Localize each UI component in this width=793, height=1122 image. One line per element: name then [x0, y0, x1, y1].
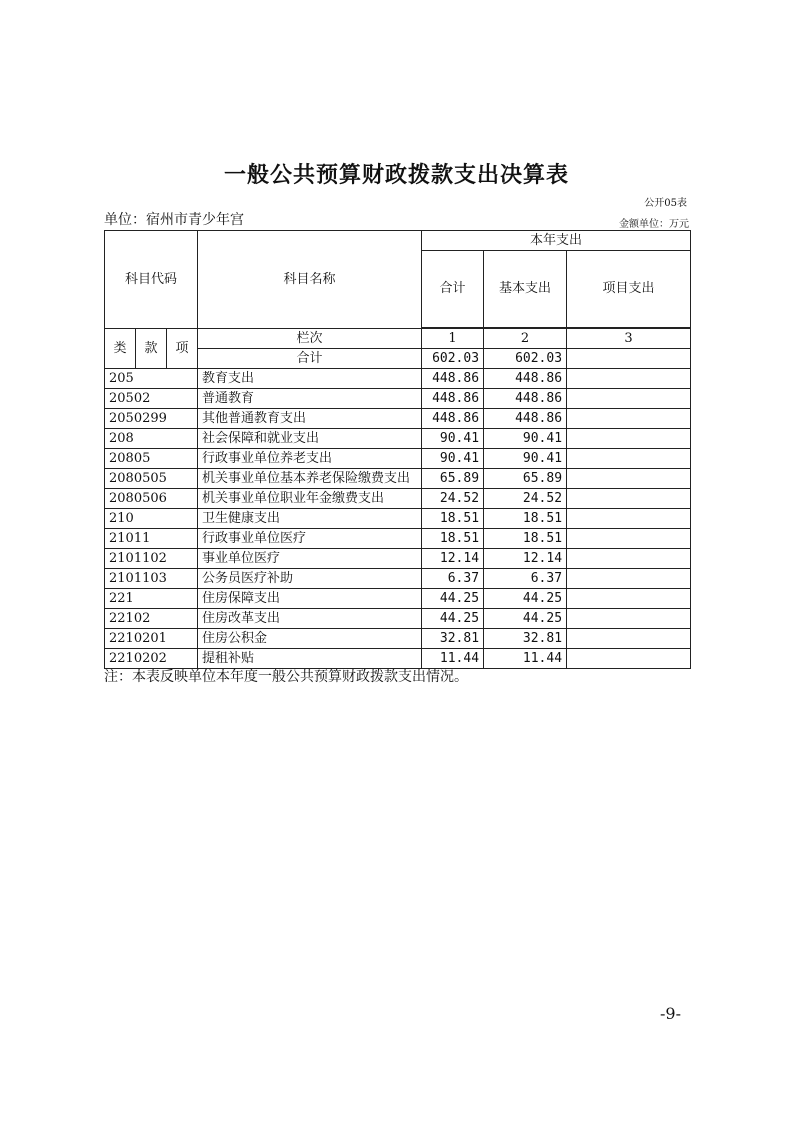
row-code: 2101102 — [105, 549, 198, 569]
row-total: 18.51 — [422, 529, 484, 549]
unit-label: 单位：宿州市青少年宫 — [104, 212, 244, 228]
row-total: 65.89 — [422, 469, 484, 489]
row-project — [567, 449, 691, 469]
row-code: 2210201 — [105, 629, 198, 649]
row-total: 90.41 — [422, 429, 484, 449]
row-name: 行政事业单位医疗 — [198, 529, 422, 549]
row-basic: 12.14 — [484, 549, 567, 569]
row-project — [567, 369, 691, 389]
row-basic: 90.41 — [484, 429, 567, 449]
sum-basic: 602.03 — [484, 349, 567, 369]
table-row — [105, 429, 691, 449]
row-project — [567, 569, 691, 589]
sum-total: 602.03 — [422, 349, 484, 369]
row-project — [567, 429, 691, 449]
table-row — [105, 509, 691, 529]
row-basic: 44.25 — [484, 609, 567, 629]
row-total: 24.52 — [422, 489, 484, 509]
header-kuan: 款 — [136, 329, 167, 369]
row-code: 2210202 — [105, 649, 198, 669]
row-total: 448.86 — [422, 369, 484, 389]
row-code: 210 — [105, 509, 198, 529]
row-code: 205 — [105, 369, 198, 389]
page-number: -9- — [660, 1004, 681, 1023]
table-row — [105, 609, 691, 629]
table-row — [105, 449, 691, 469]
row-project — [567, 549, 691, 569]
row-name: 其他普通教育支出 — [198, 409, 422, 429]
row-name: 住房公积金 — [198, 629, 422, 649]
page-title: 一般公共预算财政拨款支出决算表 — [223, 163, 569, 188]
row-code: 221 — [105, 589, 198, 609]
row-basic: 24.52 — [484, 489, 567, 509]
row-total: 18.51 — [422, 509, 484, 529]
row-project — [567, 609, 691, 629]
row-code: 22102 — [105, 609, 198, 629]
money-unit-label: 金额单位：万元 — [619, 219, 689, 230]
row-total: 90.41 — [422, 449, 484, 469]
sum-project — [567, 349, 691, 369]
lanci-row — [105, 329, 691, 349]
row-total: 44.25 — [422, 609, 484, 629]
row-name: 教育支出 — [198, 369, 422, 389]
form-number: 公开05表 — [644, 198, 687, 209]
row-code: 2080505 — [105, 469, 198, 489]
row-name: 机关事业单位职业年金缴费支出 — [198, 489, 422, 509]
row-project — [567, 629, 691, 649]
header-total: 合计 — [422, 251, 484, 328]
row-project — [567, 489, 691, 509]
row-name: 普通教育 — [198, 389, 422, 409]
col-index-1: 1 — [422, 329, 484, 349]
row-basic: 448.86 — [484, 369, 567, 389]
header-lanci: 栏次 — [198, 329, 422, 349]
row-name: 社会保障和就业支出 — [198, 429, 422, 449]
row-basic: 448.86 — [484, 389, 567, 409]
row-code: 2050299 — [105, 409, 198, 429]
row-total: 44.25 — [422, 589, 484, 609]
row-project — [567, 389, 691, 409]
row-total: 11.44 — [422, 649, 484, 669]
table-row — [105, 409, 691, 429]
row-project — [567, 509, 691, 529]
row-name: 住房保障支出 — [198, 589, 422, 609]
row-name: 公务员医疗补助 — [198, 569, 422, 589]
row-basic: 11.44 — [484, 649, 567, 669]
header-basic: 基本支出 — [484, 251, 567, 328]
header-project: 项目支出 — [567, 251, 691, 328]
header-code: 科目代码 — [105, 231, 198, 329]
row-project — [567, 529, 691, 549]
row-name: 事业单位医疗 — [198, 549, 422, 569]
row-basic: 90.41 — [484, 449, 567, 469]
table-row — [105, 489, 691, 509]
row-name: 行政事业单位养老支出 — [198, 449, 422, 469]
row-code: 21011 — [105, 529, 198, 549]
row-project — [567, 469, 691, 489]
table-row — [105, 389, 691, 409]
row-code: 208 — [105, 429, 198, 449]
row-name: 住房改革支出 — [198, 609, 422, 629]
row-total: 448.86 — [422, 409, 484, 429]
row-code: 20805 — [105, 449, 198, 469]
row-total: 32.81 — [422, 629, 484, 649]
header-xiang: 项 — [167, 329, 198, 369]
header-group: 本年支出 — [422, 231, 691, 251]
header-row-1 — [105, 231, 691, 251]
row-name: 提租补贴 — [198, 649, 422, 669]
row-basic: 65.89 — [484, 469, 567, 489]
header-lei: 类 — [105, 329, 136, 369]
row-name: 机关事业单位基本养老保险缴费支出 — [198, 469, 422, 489]
row-project — [567, 589, 691, 609]
row-basic: 18.51 — [484, 509, 567, 529]
row-total: 12.14 — [422, 549, 484, 569]
row-name: 卫生健康支出 — [198, 509, 422, 529]
row-basic: 44.25 — [484, 589, 567, 609]
table-row — [105, 549, 691, 569]
row-code: 2080506 — [105, 489, 198, 509]
col-index-3: 3 — [567, 329, 691, 349]
row-code: 2101103 — [105, 569, 198, 589]
row-basic: 18.51 — [484, 529, 567, 549]
row-project — [567, 409, 691, 429]
table-row — [105, 529, 691, 549]
header-name: 科目名称 — [198, 231, 422, 329]
footnote: 注：本表反映单位本年度一般公共预算财政拨款支出情况。 — [104, 669, 468, 685]
row-basic: 32.81 — [484, 629, 567, 649]
table-row — [105, 569, 691, 589]
row-total: 6.37 — [422, 569, 484, 589]
expenditure-table — [104, 230, 691, 669]
row-code: 20502 — [105, 389, 198, 409]
row-basic: 448.86 — [484, 409, 567, 429]
row-basic: 6.37 — [484, 569, 567, 589]
sum-label: 合计 — [198, 349, 422, 369]
table-row — [105, 369, 691, 389]
row-project — [567, 649, 691, 669]
table-row — [105, 469, 691, 489]
table-row — [105, 589, 691, 609]
col-index-2: 2 — [484, 329, 567, 349]
table-row — [105, 629, 691, 649]
row-total: 448.86 — [422, 389, 484, 409]
